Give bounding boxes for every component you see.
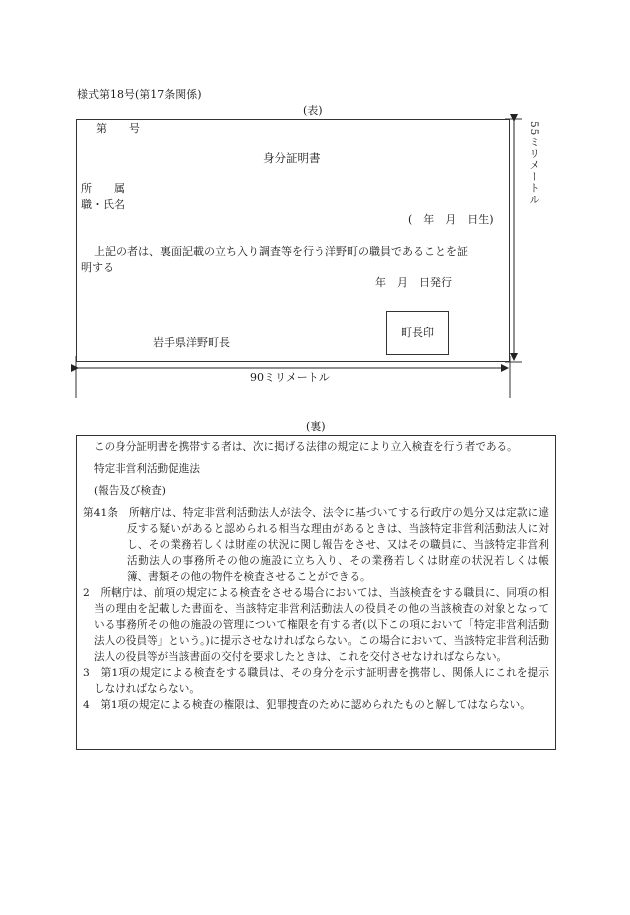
statement-line-1: 上記の者は、裏面記載の立ち入り調査等を行う洋野町の職員であることを証 <box>94 245 468 258</box>
paragraph-2: 2 所轄庁は、前項の規定による検査をさせる場合においては、当該検査をする職員に、同項の相当の理由を記載した書面を、当該特定非営利活動法人の役員その他の当該検査の対象となっている事務所その他の施設の管理について権限を有する者(以下この項において「特定非営利活動法人の役員等」という。)に提示させなければならない。この場合において、当該特定非営利活動法人の役員等が当該書面の交付を要求したときは、これを交付させなければならない。 <box>83 587 549 663</box>
paragraph-3: 3 第1項の規定による検査をする職員は、その身分を示す証明書を携帯し、関係人にこれを提示しなければならない。 <box>83 667 549 695</box>
form-number: 様式第18号(第17条関係) <box>77 88 202 101</box>
issuer: 岩手県洋野町長 <box>153 336 230 349</box>
front-label: (表) <box>303 104 323 117</box>
number-line: 第 号 <box>96 122 140 135</box>
name-label: 職・氏名 <box>81 198 125 211</box>
birth-date: ( 年 月 日生) <box>408 213 494 226</box>
issue-date: 年 月 日発行 <box>375 276 452 289</box>
card-title: 身分証明書 <box>263 151 321 165</box>
width-dimension-label: 90ミリメートル <box>250 371 330 384</box>
article-41: 第41条 所轄庁は、特定非営利活動法人が法令、法令に基づいてする行政庁の処分又は定款に違反する疑いがあると認められる相当な理由があるときは、当該特定非営利活動法人に対し、その業務若しくは財産の状況に関し報告をさせ、又はその職員に、当該特定非営利活動法人の事務所その他の施設に立ち入り、その業務若しくは財産の状況若しくは帳簿、書類その他の物件を検査させることができる。 <box>83 507 549 583</box>
paragraph-4: 4 第1項の規定による検査の権限は、犯罪捜査のために認められたものと解してはならない。 <box>83 699 531 711</box>
back-card <box>76 435 556 750</box>
height-dimension-label: 55ミリメートル <box>528 121 541 206</box>
section-title: (報告及び検査) <box>94 485 166 497</box>
statement-line-2: 明する <box>81 261 114 274</box>
back-label: (裏) <box>306 420 326 433</box>
affiliation-label: 所 属 <box>81 182 125 195</box>
seal-text: 町長印 <box>401 326 434 340</box>
back-intro: この身分証明書を携帯する者は、次に掲げる法律の規定により立入検査を行う者である。 <box>94 441 518 453</box>
law-name: 特定非営利活動促進法 <box>94 463 200 475</box>
